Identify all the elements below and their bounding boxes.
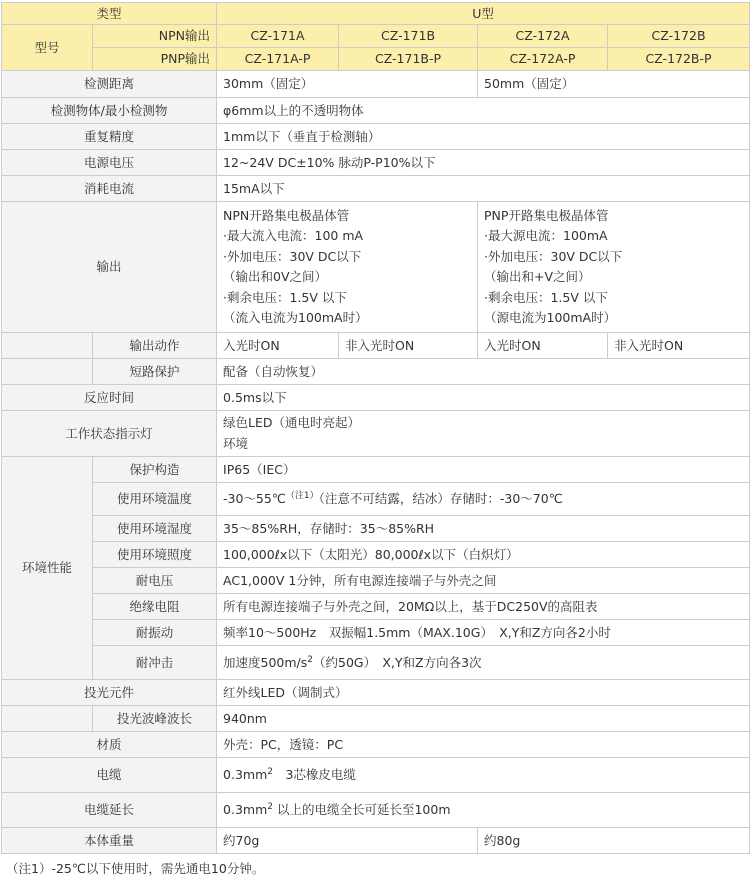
output-label: 输出 (2, 202, 217, 333)
distance-label: 检测距离 (2, 71, 217, 98)
distance-value-172: 50mm（固定） (478, 71, 750, 98)
object-label: 检测物体/最小检测物 (2, 98, 217, 124)
withstand-value: AC1,000V 1分钟，所有电源连接端子与外壳之间 (217, 568, 750, 594)
protection-value: IP65（IEC） (217, 457, 750, 483)
vibration-label: 耐振动 (93, 620, 217, 646)
shock-exponent: 2 (307, 654, 314, 665)
output-npn-line: ·最大流入电流：100 mA (223, 228, 364, 243)
voltage-row (2, 150, 750, 176)
humidity-label: 使用环境湿度 (93, 516, 217, 542)
short-row (2, 359, 750, 385)
weight-value-171: 约70g (217, 828, 478, 854)
output-npn-line: （输出和0V之间） (223, 269, 328, 284)
wavelength-row (2, 706, 750, 732)
action-value: 入光时ON (217, 333, 339, 359)
type-row (2, 3, 750, 25)
indicator-label: 工作状态指示灯 (2, 411, 217, 457)
vibration-value: 频率10～500Hz 双振幅1.5mm（MAX.10G） X,Y和Z方向各2小时 (217, 620, 750, 646)
pnp-model: CZ-171A-P (217, 48, 339, 71)
extension-detail: 以上的电缆全长可延长至100m (272, 802, 451, 817)
material-label: 材质 (2, 732, 217, 758)
output-npn-line: ·外加电压：30V DC以下 (223, 248, 362, 264)
response-label: 反应时间 (2, 385, 217, 411)
short-value: 配备（自动恢复） (217, 359, 750, 385)
action-row (2, 333, 750, 359)
illuminance-label: 使用环境照度 (93, 542, 217, 568)
pnp-model: CZ-171B-P (339, 48, 478, 71)
vibration-row (2, 620, 750, 646)
humidity-value: 35～85%RH，存储时：35～85%RH (217, 516, 750, 542)
extension-row (2, 793, 750, 828)
cable-value (217, 758, 750, 793)
output-npn-line: NPN开路集电极晶体管 (223, 207, 350, 223)
cable-row (2, 758, 750, 793)
emitter-value: 红外线LED（调制式） (217, 680, 750, 706)
response-value: 0.5ms以下 (217, 385, 750, 411)
material-row (2, 732, 750, 758)
withstand-row (2, 568, 750, 594)
temp-note: （注1） (285, 490, 319, 501)
output-pnp-line: ·最大源电流：100mA (484, 228, 608, 243)
temp-label: 使用环境温度 (93, 483, 217, 516)
shock-value (217, 646, 750, 680)
cable-type: 3芯橡皮电缆 (272, 767, 356, 782)
humidity-row (2, 516, 750, 542)
output-group-spacer (2, 359, 93, 385)
output-row (2, 202, 750, 333)
spec-table (1, 2, 750, 854)
emitter-group-spacer (2, 706, 93, 732)
voltage-label: 电源电压 (2, 150, 217, 176)
current-value: 15mA以下 (217, 176, 750, 202)
illuminance-value: 100,000ℓx以下（太阳光）80,000ℓx以下（白炽灯） (217, 542, 750, 568)
temp-value (217, 483, 750, 516)
temp-storage: （注意不可结露，结冰）存储时：-30～70℃ (318, 491, 563, 506)
npn-model: CZ-172B (608, 25, 750, 48)
insulation-label: 绝缘电阻 (93, 594, 217, 620)
pnp-model-row (2, 48, 750, 71)
output-pnp-line: （源电流为100mA时） (484, 310, 617, 325)
object-value: φ6mm以上的不透明物体 (217, 98, 750, 124)
pnp-model: CZ-172B-P (608, 48, 750, 71)
shock-row (2, 646, 750, 680)
npn-model: CZ-171A (217, 25, 339, 48)
indicator-line: 环境 (223, 435, 249, 451)
cable-exponent: 2 (267, 766, 273, 777)
repeat-label: 重复精度 (2, 124, 217, 150)
action-value: 非入光时ON (608, 333, 750, 359)
emitter-label: 投光元件 (2, 680, 217, 706)
output-pnp-line: ·剩余电压：1.5V 以下 (484, 289, 608, 305)
shock-label: 耐冲击 (93, 646, 217, 680)
footnote: （注1）-25℃以下使用时，需先通电10分钟。 (6, 861, 265, 876)
repeat-row (2, 124, 750, 150)
npn-model-row (2, 25, 750, 48)
repeat-value: 1mm以下（垂直于检测轴） (217, 124, 750, 150)
indicator-line: 绿色LED（通电时亮起） (223, 415, 361, 430)
wavelength-label: 投光波峰波长 (93, 706, 217, 732)
pnp-model: CZ-172A-P (478, 48, 608, 71)
extension-value (217, 793, 750, 828)
action-value: 入光时ON (478, 333, 608, 359)
output-group-spacer (2, 333, 93, 359)
output-pnp-line: PNP开路集电极晶体管 (484, 207, 609, 223)
emitter-row (2, 680, 750, 706)
shock-accel: 加速度500m/s (223, 654, 308, 670)
object-row (2, 98, 750, 124)
output-pnp-line: ·外加电压：30V DC以下 (484, 248, 623, 264)
protection-label: 保护构造 (93, 457, 217, 483)
output-npn (217, 202, 478, 333)
pnp-label: PNP输出 (93, 48, 217, 71)
extension-exponent: 2 (267, 801, 273, 812)
npn-label: NPN输出 (93, 25, 217, 48)
distance-row (2, 71, 750, 98)
weight-row (2, 828, 750, 854)
insulation-row (2, 594, 750, 620)
extension-label: 电缆延长 (2, 793, 217, 828)
extension-size: 0.3mm (223, 802, 268, 817)
npn-model: CZ-171B (339, 25, 478, 48)
withstand-label: 耐电压 (93, 568, 217, 594)
wavelength-value: 940nm (217, 706, 750, 732)
current-row (2, 176, 750, 202)
cable-size: 0.3mm (223, 767, 268, 782)
protection-row (2, 457, 750, 483)
type-label: 类型 (2, 3, 217, 25)
action-value: 非入光时ON (339, 333, 478, 359)
weight-label: 本体重量 (2, 828, 217, 854)
output-npn-line: ·剩余电压：1.5V 以下 (223, 289, 347, 305)
material-value: 外壳：PC，透镜：PC (217, 732, 750, 758)
npn-model: CZ-172A (478, 25, 608, 48)
short-label: 短路保护 (93, 359, 217, 385)
model-label: 型号 (2, 25, 93, 71)
output-npn-line: （流入电流为100mA时） (223, 310, 368, 325)
temp-row (2, 483, 750, 516)
temp-range: -30～55℃ (223, 491, 286, 506)
indicator-value (217, 411, 750, 457)
response-row (2, 385, 750, 411)
insulation-value: 所有电源连接端子与外壳之间，20MΩ以上，基于DC250V的高阻表 (217, 594, 750, 620)
current-label: 消耗电流 (2, 176, 217, 202)
illuminance-row (2, 542, 750, 568)
indicator-row (2, 411, 750, 457)
type-value: U型 (217, 3, 750, 25)
output-pnp-line: （输出和+V之间） (484, 269, 591, 284)
cable-label: 电缆 (2, 758, 217, 793)
env-label: 环境性能 (2, 457, 93, 680)
distance-value-171: 30mm（固定） (217, 71, 478, 98)
action-label: 输出动作 (93, 333, 217, 359)
output-pnp (478, 202, 750, 333)
voltage-value: 12~24V DC±10% 脉动P-P10%以下 (217, 150, 750, 176)
shock-detail: （约50G） X,Y和Z方向各3次 (313, 654, 482, 670)
weight-value-172: 约80g (478, 828, 750, 854)
